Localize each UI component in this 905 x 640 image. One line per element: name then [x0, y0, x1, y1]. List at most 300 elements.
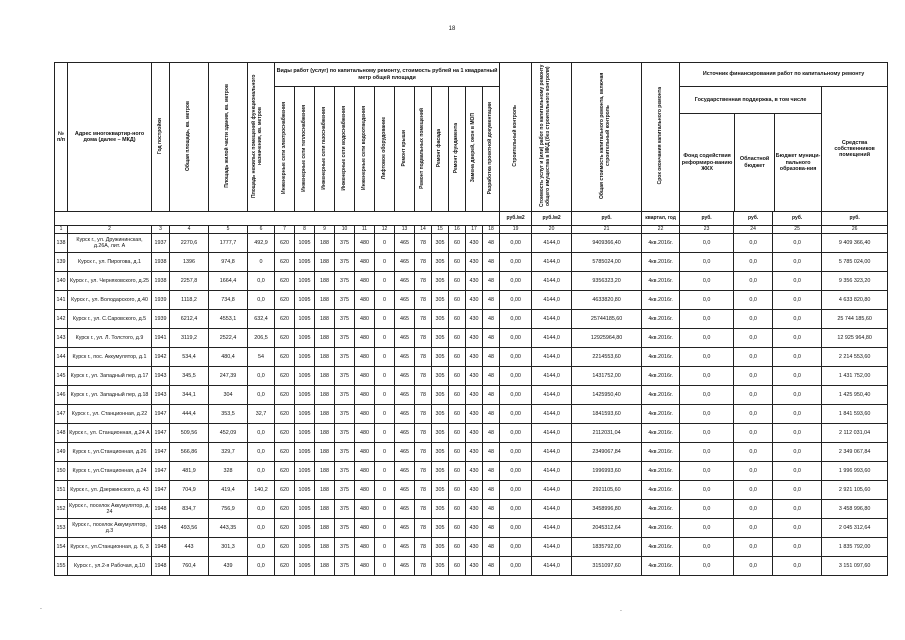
regional-cell: 0,0 — [734, 538, 773, 557]
work-cost-cell: 620 — [275, 424, 295, 443]
work-cost-cell: 60 — [449, 519, 466, 538]
deadline-cell: 4кв.2016г. — [642, 272, 680, 291]
work-cost-cell: 430 — [466, 329, 483, 348]
work-cost-cell: 78 — [415, 329, 432, 348]
row-number: 155 — [55, 557, 68, 576]
unit-cell: руб./м2 — [532, 212, 572, 226]
work-cost-cell: 188 — [315, 234, 335, 253]
total-area-cell: 2257,8 — [170, 272, 209, 291]
column-number: 22 — [642, 226, 680, 234]
row-number: 149 — [55, 443, 68, 462]
units-row — [55, 212, 888, 226]
year-cell: 1947 — [152, 443, 170, 462]
work-cost-cell: 480 — [355, 348, 375, 367]
total-area-cell: 3119,2 — [170, 329, 209, 348]
work-cost-cell: 305 — [432, 329, 449, 348]
work-cost-cell: 620 — [275, 329, 295, 348]
address-cell: Курск г., поселок Аккумулятор, д.3 — [68, 519, 152, 538]
col-work-3-header: Инженерные сети газоснабжения — [315, 87, 335, 212]
column-number: 16 — [449, 226, 466, 234]
work-cost-cell: 480 — [355, 234, 375, 253]
unit-cost-cell: 4144,0 — [532, 386, 572, 405]
col-control-header: Строительный контроль — [500, 63, 532, 212]
work-cost-cell: 48 — [483, 367, 500, 386]
address-cell: Курск г., ул.2-я Рабочая, д.10 — [68, 557, 152, 576]
unit-cost-cell: 4144,0 — [532, 481, 572, 500]
control-cell: 0,00 — [500, 405, 532, 424]
col-work-1-header: Инженерные сети электроснабжения — [275, 87, 295, 212]
work-cost-cell: 60 — [449, 481, 466, 500]
work-cost-cell: 375 — [335, 519, 355, 538]
year-cell: 1947 — [152, 481, 170, 500]
unit-cost-cell: 4144,0 — [532, 424, 572, 443]
regional-cell: 0,0 — [734, 310, 773, 329]
work-cost-cell: 430 — [466, 386, 483, 405]
deadline-cell: 4кв.2016г. — [642, 348, 680, 367]
work-cost-cell: 375 — [335, 462, 355, 481]
work-cost-cell: 48 — [483, 462, 500, 481]
work-cost-cell: 0 — [375, 291, 395, 310]
deadline-cell: 4кв.2016г. — [642, 481, 680, 500]
owners-cell: 1 835 792,00 — [822, 538, 888, 557]
deadline-cell: 4кв.2016г. — [642, 462, 680, 481]
work-cost-cell: 620 — [275, 234, 295, 253]
functional-area-cell: 32,7 — [248, 405, 275, 424]
work-cost-cell: 1095 — [295, 405, 315, 424]
functional-area-cell: 0,0 — [248, 538, 275, 557]
total-area-cell: 345,5 — [170, 367, 209, 386]
work-cost-cell: 375 — [335, 234, 355, 253]
gov-support-cell — [680, 87, 822, 212]
work-cost-cell: 1095 — [295, 557, 315, 576]
work-cost-cell: 1095 — [295, 500, 315, 519]
work-cost-cell: 430 — [466, 367, 483, 386]
works-group-header: Виды работ (услуг) по капитальному ремонту, стоимость рублей на 1 квадратный метр общей площади — [275, 63, 500, 87]
unit-cost-cell: 4144,0 — [532, 500, 572, 519]
work-cost-cell: 620 — [275, 386, 295, 405]
unit-cell: руб. — [734, 212, 773, 226]
work-cost-cell: 465 — [395, 424, 415, 443]
row-number: 145 — [55, 367, 68, 386]
address-cell: Курск г., ул.Станционная, д. 6, 3 — [68, 538, 152, 557]
owners-cell: 2 349 067,84 — [822, 443, 888, 462]
unit-cost-cell: 4144,0 — [532, 253, 572, 272]
owners-cell: 5 785 024,00 — [822, 253, 888, 272]
work-cost-cell: 465 — [395, 367, 415, 386]
year-cell: 1943 — [152, 386, 170, 405]
work-cost-cell: 375 — [335, 424, 355, 443]
work-cost-cell: 48 — [483, 481, 500, 500]
owners-cell: 1 431 752,00 — [822, 367, 888, 386]
work-cost-cell: 78 — [415, 500, 432, 519]
row-number: 154 — [55, 538, 68, 557]
total-cost-cell: 2112031,04 — [572, 424, 642, 443]
fund-cell: 0,0 — [680, 519, 734, 538]
work-cost-cell: 78 — [415, 310, 432, 329]
fund-cell: 0,0 — [680, 405, 734, 424]
address-cell: Курск г., ул. С.Саровского, д.5 — [68, 310, 152, 329]
table-row — [55, 443, 888, 462]
work-cost-cell: 305 — [432, 272, 449, 291]
repair-program-table — [54, 62, 888, 576]
work-cost-cell: 465 — [395, 253, 415, 272]
work-cost-cell: 480 — [355, 329, 375, 348]
address-cell: Курск г., ул.Станционная, д.26 — [68, 443, 152, 462]
work-cost-cell: 1095 — [295, 253, 315, 272]
work-cost-cell: 48 — [483, 519, 500, 538]
work-cost-cell: 1095 — [295, 367, 315, 386]
work-cost-cell: 0 — [375, 538, 395, 557]
fund-cell: 0,0 — [680, 291, 734, 310]
control-cell: 0,00 — [500, 519, 532, 538]
fund-cell: 0,0 — [680, 538, 734, 557]
work-cost-cell: 0 — [375, 253, 395, 272]
work-cost-cell: 188 — [315, 329, 335, 348]
municipal-cell: 0,0 — [773, 253, 822, 272]
column-number: 24 — [734, 226, 773, 234]
work-cost-cell: 188 — [315, 291, 335, 310]
functional-area-cell: 0,0 — [248, 443, 275, 462]
total-area-cell: 534,4 — [170, 348, 209, 367]
control-cell: 0,00 — [500, 234, 532, 253]
total-cost-cell: 3151097,60 — [572, 557, 642, 576]
work-cost-cell: 1095 — [295, 386, 315, 405]
total-area-cell: 1118,2 — [170, 291, 209, 310]
work-cost-cell: 375 — [335, 272, 355, 291]
gov-support-header: Государственная поддержка, в том числе — [680, 87, 821, 114]
column-number: 10 — [335, 226, 355, 234]
regional-cell: 0,0 — [734, 253, 773, 272]
living-area-cell: 480,4 — [209, 348, 248, 367]
work-cost-cell: 305 — [432, 253, 449, 272]
work-cost-cell: 465 — [395, 386, 415, 405]
owners-cell: 4 633 820,80 — [822, 291, 888, 310]
row-number: 140 — [55, 272, 68, 291]
work-cost-cell: 60 — [449, 405, 466, 424]
unit-cell: руб. — [773, 212, 822, 226]
unit-cell: квартал, год — [642, 212, 680, 226]
col-work-8-header: Ремонт подвальных помещений — [415, 87, 432, 212]
work-cost-cell: 48 — [483, 234, 500, 253]
total-cost-cell: 9356323,20 — [572, 272, 642, 291]
living-area-cell: 439 — [209, 557, 248, 576]
owners-cell: 3 458 996,80 — [822, 500, 888, 519]
table-row — [55, 234, 888, 253]
living-area-cell: 974,8 — [209, 253, 248, 272]
col-work-5-header: Инженерные сети водоотведения — [355, 87, 375, 212]
work-cost-cell: 78 — [415, 519, 432, 538]
work-cost-cell: 78 — [415, 272, 432, 291]
column-number: 17 — [466, 226, 483, 234]
work-cost-cell: 78 — [415, 538, 432, 557]
work-cost-cell: 48 — [483, 443, 500, 462]
work-cost-cell: 430 — [466, 310, 483, 329]
work-cost-cell: 375 — [335, 481, 355, 500]
work-cost-cell: 78 — [415, 557, 432, 576]
functional-area-cell: 0,0 — [248, 386, 275, 405]
col-regional-header: Областной бюджет — [735, 114, 775, 211]
col-unit-cost-header: Стоимость услуг и (или) работ по капитальному ремонту общего имущества в МКД (без строительного контроля) — [532, 63, 572, 212]
table-row — [55, 291, 888, 310]
control-cell: 0,00 — [500, 557, 532, 576]
living-area-cell: 1664,4 — [209, 272, 248, 291]
work-cost-cell: 375 — [335, 310, 355, 329]
work-cost-cell: 78 — [415, 462, 432, 481]
column-number: 1 — [55, 226, 68, 234]
work-cost-cell: 430 — [466, 291, 483, 310]
living-area-cell: 353,5 — [209, 405, 248, 424]
year-cell: 1943 — [152, 367, 170, 386]
total-area-cell: 444,4 — [170, 405, 209, 424]
work-cost-cell: 60 — [449, 443, 466, 462]
work-cost-cell: 430 — [466, 481, 483, 500]
work-cost-cell: 60 — [449, 310, 466, 329]
fund-cell: 0,0 — [680, 462, 734, 481]
deadline-cell: 4кв.2016г. — [642, 538, 680, 557]
regional-cell: 0,0 — [734, 462, 773, 481]
work-cost-cell: 60 — [449, 291, 466, 310]
total-area-cell: 344,1 — [170, 386, 209, 405]
work-cost-cell: 0 — [375, 329, 395, 348]
unit-cell: руб./м2 — [500, 212, 532, 226]
work-cost-cell: 375 — [335, 367, 355, 386]
work-cost-cell: 48 — [483, 538, 500, 557]
work-cost-cell: 620 — [275, 272, 295, 291]
unit-cost-cell: 4144,0 — [532, 348, 572, 367]
row-number: 150 — [55, 462, 68, 481]
fund-cell: 0,0 — [680, 348, 734, 367]
deadline-cell: 4кв.2016г. — [642, 424, 680, 443]
work-cost-cell: 0 — [375, 405, 395, 424]
work-cost-cell: 188 — [315, 500, 335, 519]
work-cost-cell: 465 — [395, 519, 415, 538]
work-cost-cell: 305 — [432, 367, 449, 386]
column-number: 23 — [680, 226, 734, 234]
fund-cell: 0,0 — [680, 500, 734, 519]
work-cost-cell: 375 — [335, 253, 355, 272]
column-number-row — [55, 226, 888, 234]
work-cost-cell: 430 — [466, 405, 483, 424]
table-body — [55, 234, 888, 576]
owners-cell: 3 151 097,60 — [822, 557, 888, 576]
work-cost-cell: 60 — [449, 234, 466, 253]
total-cost-cell: 1841593,60 — [572, 405, 642, 424]
municipal-cell: 0,0 — [773, 329, 822, 348]
work-cost-cell: 465 — [395, 443, 415, 462]
owners-cell: 9 409 366,40 — [822, 234, 888, 253]
work-cost-cell: 1095 — [295, 234, 315, 253]
regional-cell: 0,0 — [734, 481, 773, 500]
total-area-cell: 481,9 — [170, 462, 209, 481]
work-cost-cell: 0 — [375, 481, 395, 500]
year-cell: 1937 — [152, 234, 170, 253]
work-cost-cell: 305 — [432, 386, 449, 405]
unit-cell: руб. — [572, 212, 642, 226]
column-number: 19 — [500, 226, 532, 234]
control-cell: 0,00 — [500, 481, 532, 500]
column-number: 13 — [395, 226, 415, 234]
column-number: 2 — [68, 226, 152, 234]
control-cell: 0,00 — [500, 386, 532, 405]
row-number: 141 — [55, 291, 68, 310]
total-cost-cell: 2214553,60 — [572, 348, 642, 367]
work-cost-cell: 305 — [432, 310, 449, 329]
living-area-cell: 328 — [209, 462, 248, 481]
year-cell: 1947 — [152, 462, 170, 481]
work-cost-cell: 78 — [415, 443, 432, 462]
col-work-2-header: Инженерные сети теплоснабжения — [295, 87, 315, 212]
work-cost-cell: 78 — [415, 348, 432, 367]
municipal-cell: 0,0 — [773, 405, 822, 424]
work-cost-cell: 480 — [355, 462, 375, 481]
work-cost-cell: 620 — [275, 405, 295, 424]
work-cost-cell: 465 — [395, 272, 415, 291]
work-cost-cell: 480 — [355, 557, 375, 576]
row-number: 148 — [55, 424, 68, 443]
work-cost-cell: 60 — [449, 538, 466, 557]
work-cost-cell: 78 — [415, 367, 432, 386]
unit-cost-cell: 4144,0 — [532, 291, 572, 310]
regional-cell: 0,0 — [734, 519, 773, 538]
living-area-cell: 443,35 — [209, 519, 248, 538]
work-cost-cell: 0 — [375, 519, 395, 538]
deadline-cell: 4кв.2016г. — [642, 557, 680, 576]
column-number: 5 — [209, 226, 248, 234]
work-cost-cell: 0 — [375, 234, 395, 253]
living-area-cell: 419,4 — [209, 481, 248, 500]
total-cost-cell: 2921105,60 — [572, 481, 642, 500]
table-row — [55, 272, 888, 291]
total-cost-cell: 4633820,80 — [572, 291, 642, 310]
row-number: 138 — [55, 234, 68, 253]
deadline-cell: 4кв.2016г. — [642, 329, 680, 348]
work-cost-cell: 48 — [483, 291, 500, 310]
address-cell: Курск г., поселок Аккумулятор, д. 24 — [68, 500, 152, 519]
address-cell: Курск г., пос. Аккумулятор, д.1 — [68, 348, 152, 367]
column-number: 26 — [822, 226, 888, 234]
fund-cell: 0,0 — [680, 386, 734, 405]
total-area-cell: 509,56 — [170, 424, 209, 443]
work-cost-cell: 188 — [315, 443, 335, 462]
address-cell: Курск г., ул. Володарского, д.40 — [68, 291, 152, 310]
municipal-cell: 0,0 — [773, 424, 822, 443]
total-cost-cell: 1431752,00 — [572, 367, 642, 386]
work-cost-cell: 305 — [432, 538, 449, 557]
work-cost-cell: 480 — [355, 500, 375, 519]
work-cost-cell: 305 — [432, 519, 449, 538]
row-number: 143 — [55, 329, 68, 348]
living-area-cell: 1777,7 — [209, 234, 248, 253]
table-header — [55, 63, 888, 234]
deadline-cell: 4кв.2016г. — [642, 405, 680, 424]
deadline-cell: 4кв.2016г. — [642, 386, 680, 405]
work-cost-cell: 188 — [315, 348, 335, 367]
work-cost-cell: 60 — [449, 367, 466, 386]
col-municipal-header: Бюджет муници-пального образова-ния — [775, 153, 821, 172]
municipal-cell: 0,0 — [773, 348, 822, 367]
work-cost-cell: 620 — [275, 253, 295, 272]
work-cost-cell: 78 — [415, 405, 432, 424]
work-cost-cell: 60 — [449, 272, 466, 291]
total-cost-cell: 5785024,00 — [572, 253, 642, 272]
col-year-header: Год постройки — [152, 63, 170, 212]
deadline-cell: 4кв.2016г. — [642, 519, 680, 538]
address-cell: Курск г., ул. Л. Толстого, д.9 — [68, 329, 152, 348]
work-cost-cell: 480 — [355, 310, 375, 329]
total-cost-cell: 2045312,64 — [572, 519, 642, 538]
work-cost-cell: 480 — [355, 291, 375, 310]
living-area-cell: 452,09 — [209, 424, 248, 443]
year-cell: 1941 — [152, 329, 170, 348]
work-cost-cell: 480 — [355, 405, 375, 424]
functional-area-cell: 0,0 — [248, 424, 275, 443]
fund-cell: 0,0 — [680, 481, 734, 500]
total-area-cell: 834,7 — [170, 500, 209, 519]
control-cell: 0,00 — [500, 424, 532, 443]
work-cost-cell: 0 — [375, 310, 395, 329]
work-cost-cell: 188 — [315, 386, 335, 405]
work-cost-cell: 375 — [335, 405, 355, 424]
work-cost-cell: 430 — [466, 234, 483, 253]
living-area-cell: 734,8 — [209, 291, 248, 310]
regional-cell: 0,0 — [734, 234, 773, 253]
fund-cell: 0,0 — [680, 367, 734, 386]
work-cost-cell: 60 — [449, 386, 466, 405]
row-number: 152 — [55, 500, 68, 519]
col-work-7-header: Ремонт крыши — [395, 87, 415, 212]
address-cell: Курск г., ул. Дзержинского, д. 43 — [68, 481, 152, 500]
total-area-cell: 760,4 — [170, 557, 209, 576]
functional-area-cell: 0,0 — [248, 462, 275, 481]
table-row — [55, 424, 888, 443]
fund-cell: 0,0 — [680, 424, 734, 443]
work-cost-cell: 188 — [315, 481, 335, 500]
unit-cost-cell: 4144,0 — [532, 329, 572, 348]
unit-cost-cell: 4144,0 — [532, 538, 572, 557]
address-cell: Курск г., ул. Пирогова, д.1 — [68, 253, 152, 272]
regional-cell: 0,0 — [734, 424, 773, 443]
work-cost-cell: 0 — [375, 462, 395, 481]
owners-cell: 9 356 323,20 — [822, 272, 888, 291]
year-cell: 1939 — [152, 291, 170, 310]
work-cost-cell: 375 — [335, 443, 355, 462]
work-cost-cell: 480 — [355, 367, 375, 386]
living-area-cell: 304 — [209, 386, 248, 405]
work-cost-cell: 78 — [415, 424, 432, 443]
column-number: 18 — [483, 226, 500, 234]
work-cost-cell: 1095 — [295, 538, 315, 557]
work-cost-cell: 0 — [375, 500, 395, 519]
work-cost-cell: 60 — [449, 253, 466, 272]
municipal-cell: 0,0 — [773, 557, 822, 576]
work-cost-cell: 305 — [432, 405, 449, 424]
column-number: 21 — [572, 226, 642, 234]
work-cost-cell: 48 — [483, 557, 500, 576]
functional-area-cell: 492,9 — [248, 234, 275, 253]
col-work-6-header: Лифтовое оборудование — [375, 87, 395, 212]
unit-cost-cell: 4144,0 — [532, 367, 572, 386]
unit-cost-cell: 4144,0 — [532, 272, 572, 291]
table-row — [55, 348, 888, 367]
owners-cell: 1 996 993,60 — [822, 462, 888, 481]
control-cell: 0,00 — [500, 443, 532, 462]
col-work-12-header: Разработка проектной документации — [483, 87, 500, 212]
col-living-area-header: Площадь жилой части здания, кв. метров — [209, 63, 248, 212]
work-cost-cell: 480 — [355, 538, 375, 557]
deadline-cell: 4кв.2016г. — [642, 310, 680, 329]
work-cost-cell: 305 — [432, 443, 449, 462]
living-area-cell: 756,9 — [209, 500, 248, 519]
